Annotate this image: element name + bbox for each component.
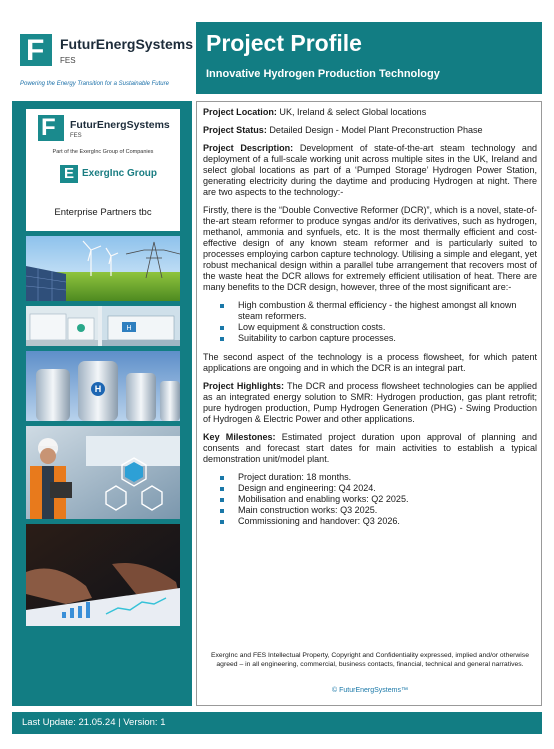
hydrogen-tanks-image — [26, 351, 180, 421]
highlights-text: The DCR and process flowsheet technologies can be applied as an integrated energy solution to SMR: Hydrogen production, gas plant retrofit; pure hydrogen production, Pump Hydrogen Generation (PHG) - Swing Production of Hydrogen & Electric Power and other applications. — [203, 381, 537, 424]
milestone-item: Mobilisation and enabling works: Q2 2025. — [238, 494, 537, 505]
sidebar — [12, 101, 192, 706]
analytics-image — [26, 524, 180, 626]
page-subtitle: Innovative Hydrogen Production Technology — [206, 68, 440, 80]
copyright-text: © FuturEnergSystems™ — [332, 687, 408, 694]
group-membership-text: Part of the ExergInc Group of Companies — [52, 149, 154, 155]
benefits-list — [203, 300, 537, 344]
benefit-item: Suitability to carbon capture processes. — [238, 333, 537, 344]
card-company-abbreviation: FES — [70, 133, 82, 139]
milestone-item: Main construction works: Q3 2025. — [238, 505, 537, 516]
benefit-item: High combustion & thermal efficiency - the highest amongst all known steam reformers. — [238, 300, 537, 322]
project-details-content — [203, 107, 537, 535]
status-value: Detailed Design - Model Plant Preconstruction Phase — [269, 125, 483, 135]
milestone-item: Project duration: 18 months. — [238, 472, 537, 483]
storage-h-label: H — [126, 325, 132, 332]
engineer-image — [26, 426, 180, 519]
project-details-panel — [196, 101, 542, 706]
description-label: Project Description: — [203, 143, 294, 153]
exerginc-logo-mark — [60, 165, 78, 183]
milestones-list — [203, 472, 537, 527]
location-value: UK, Ireland & select Global locations — [279, 107, 427, 117]
tank-h-label: H — [94, 384, 102, 394]
key-milestones — [203, 432, 537, 465]
last-update-text: Last Update: 21.05.24 | Version: 1 — [22, 717, 166, 728]
project-highlights — [203, 381, 537, 425]
benefit-item: Low equipment & construction costs. — [238, 322, 537, 333]
milestone-item: Design and engineering: Q4 2024. — [238, 483, 537, 494]
card-company-name: FuturEnergSystems — [70, 119, 170, 131]
exerginc-group-name: ExergInc Group — [82, 168, 158, 179]
milestones-intro: Estimated project duration upon approval of planning and consents and forecast start dates for main activities to establish a typical demonstration unit/model plant. — [203, 432, 537, 464]
project-description — [203, 143, 537, 198]
logo-letter: F — [26, 34, 45, 67]
exerginc-logo-letter: E — [64, 165, 75, 182]
company-tagline: Powering the Energy Transition for a Sustainable Future — [20, 81, 169, 87]
company-logo — [12, 28, 192, 98]
description-text: Development of state-of-the-art steam technology and deployment of a full-scale working unit across multiple sites in the UK, Ireland and select global locations as part of a ‘Pumped Storage’ Hydrogen Power Station, generating electricity during the daytime and producing Hydrogen at night. There are two aspects to the technology:- — [203, 143, 538, 197]
second-aspect-paragraph: The second aspect of the technology is a process flowsheet, for which patent applications are ongoing and in which the DCR is an integral part. — [203, 352, 537, 373]
ip-notice: ExergInc and FES Intellectual Property, Copyright and Confidentiality expressed, implied and/or otherwise agreed – in all engineering, commercial, business contacts, financial, technical and general narratives. — [211, 652, 529, 668]
renewables-image — [26, 236, 180, 301]
sidebar-logo-card — [26, 109, 180, 231]
highlights-label: Project Highlights: — [203, 381, 285, 391]
enterprise-partners-text: Enterprise Partners tbc — [54, 207, 152, 218]
company-abbreviation: FES — [60, 56, 76, 65]
dcr-paragraph: Firstly, there is the “Double Convective Reformer (DCR)”, which is a novel, state-of-the-art steam reformer to produce syngas and/or its derivatives, such as hydrogen, methanol, ammonia and synfuels, etc. It is the most thermally efficient and cost-effective design of any known steam reformer and is particularly suited to processes employing carbon capture technology. Utilising a simple and elegant, yet robust mechanical design within a parallel tube arrangement that recovers most of the waste heat the DCR allows for extremely efficient utilisation of heat. There are many benefits to the DCR design, however, three of the most significant are:- — [203, 205, 537, 292]
fes-logo-mark — [38, 115, 64, 141]
company-name: FuturEnergSystems — [60, 36, 194, 52]
milestones-label: Key Milestones: — [203, 432, 276, 442]
milestone-item: Commissioning and handover: Q3 2026. — [238, 516, 537, 527]
page-title: Project Profile — [206, 30, 362, 56]
location-label: Project Location: — [203, 107, 277, 117]
status-label: Project Status: — [203, 125, 267, 135]
project-location — [203, 107, 537, 118]
fes-logo-mark — [20, 34, 52, 66]
project-status — [203, 125, 537, 136]
logo-letter: F — [41, 114, 56, 141]
footer-bar — [12, 712, 542, 734]
header-banner — [196, 22, 542, 94]
storage-units-image — [26, 306, 180, 346]
